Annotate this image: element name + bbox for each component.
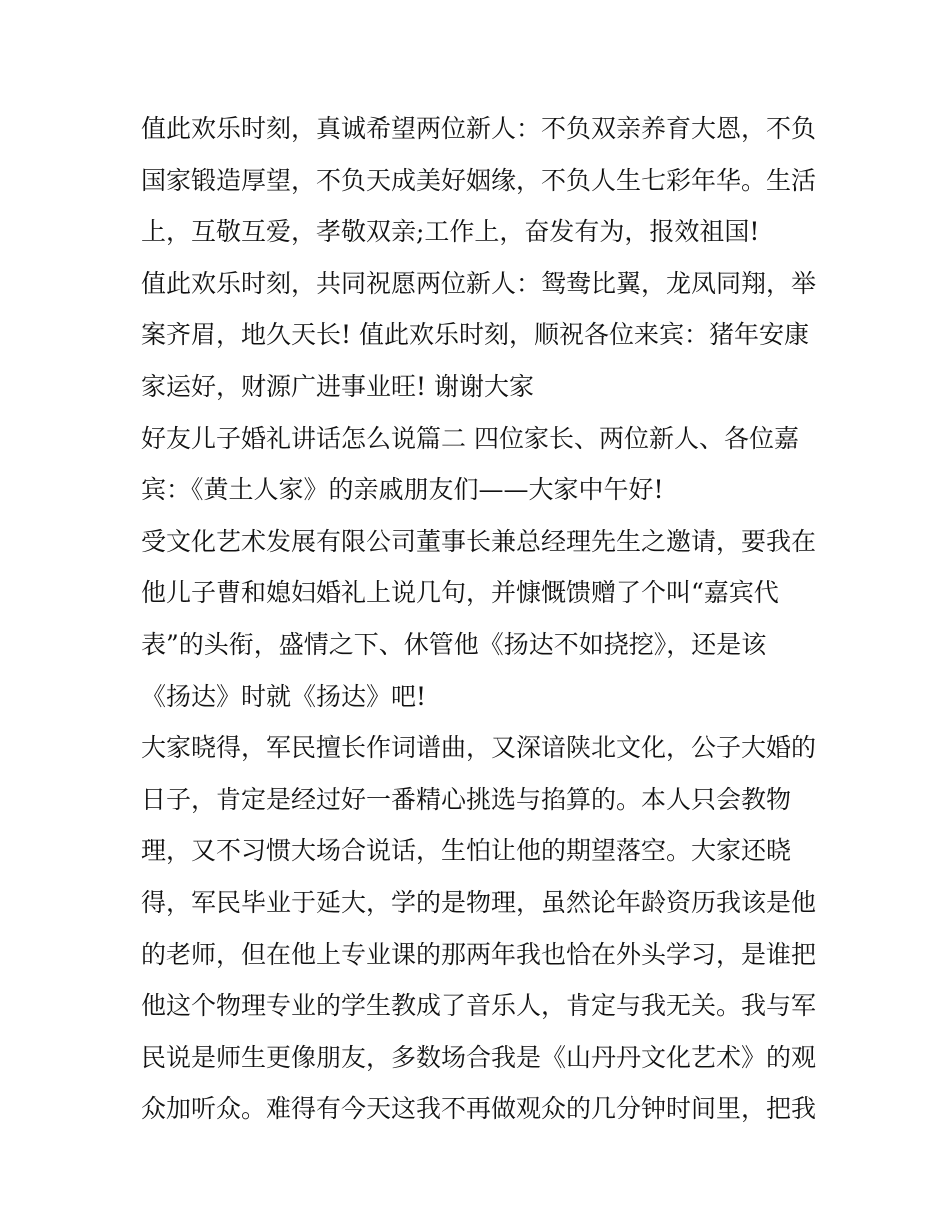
text-line: 值此欢乐时刻，真诚希望两位新人：不负双亲养育大恩，不负 [141, 114, 817, 143]
text-line: 上，互敬互爱，孝敬双亲;工作上，奋发有为，报效祖国! [141, 217, 760, 247]
text-line: 案齐眉，地久天长! 值此欢乐时刻，顺祝各位来宾：猪年安康 [141, 320, 809, 350]
text-line: 国家锻造厚望，不负天成美好姻缘，不负人生七彩年华。生活 [141, 165, 817, 195]
text-line: 的老师，但在他上专业课的那两年我也恰在外头学习，是谁把 [141, 939, 817, 969]
text-line: 值此欢乐时刻，共同祝愿两位新人：鸳鸯比翼，龙凤同翔，举 [141, 268, 817, 298]
text-line: 他儿子曹和媳妇婚礼上说几句，并慷慨馈赠了个叫“嘉宾代 [141, 578, 779, 608]
text-line: 受文化艺术发展有限公司董事长兼总经理先生之邀请，要我在 [141, 526, 817, 556]
document-body [141, 103, 821, 1135]
text-line: 大家晓得，军民擅长作词谱曲，又深谙陕北文化，公子大婚的 [141, 733, 817, 763]
text-line: 日子，肯定是经过好一番精心挑选与掐算的。本人只会教物 [141, 784, 792, 814]
text-line: 民说是师生更像朋友，多数场合我是《山丹丹文化艺术》的观 [141, 1042, 817, 1072]
text-line: 表”的头衔，盛情之下、休管他《扬达不如挠挖》，还是该 [141, 629, 767, 659]
text-line: 《扬达》时就《扬达》吧! [141, 681, 427, 711]
text-line: 众加听众。难得有今天这我不再做观众的几分钟时间里，把我 [141, 1094, 817, 1124]
text-line: 得，军民毕业于延大，学的是物理，虽然论年龄资历我该是他 [141, 887, 817, 917]
text-line: 理，又不习惯大场合说话，生怕让他的期望落空。大家还晓 [141, 836, 792, 866]
text-line: 宾：《黄土人家》的亲戚朋友们——大家中午好! [141, 475, 664, 505]
section-heading-line: 好友儿子婚礼讲话怎么说篇二 四位家长、两位新人、各位嘉 [141, 423, 799, 453]
text-line: 家运好，财源广进事业旺! 谢谢大家 [141, 371, 534, 401]
text-line: 他这个物理专业的学生教成了音乐人，肯定与我无关。我与军 [141, 991, 817, 1021]
